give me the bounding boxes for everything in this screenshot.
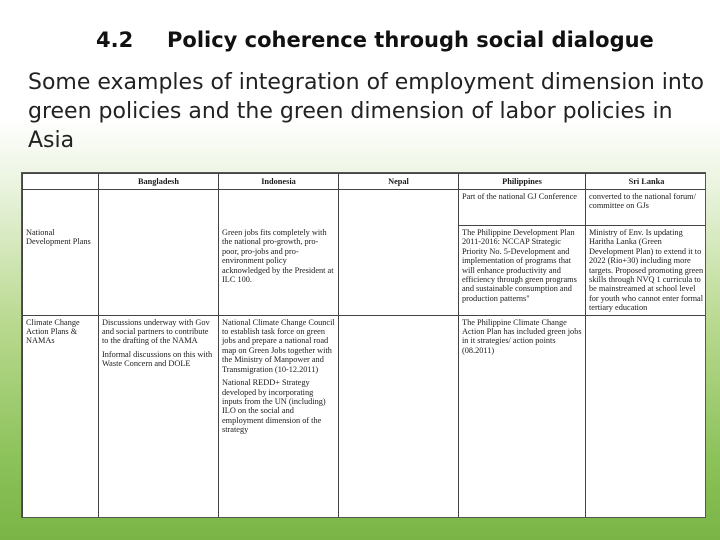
table-row xyxy=(23,190,707,316)
cell-text-top: Part of the national GJ Conference xyxy=(459,190,585,226)
section-title: Policy coherence through social dialogue xyxy=(167,28,654,52)
row-label-text: National Development Plans xyxy=(26,228,91,247)
cell-text: The Philippine Development Plan 2011-2016: NCCAP Strategic Priority No. 5-Development and implementation of programs that will enhance productivity and efficiency through green programs and sustainable consumption and production patterns" xyxy=(462,228,577,303)
cell-philippines: The Philippine Climate Change Action Plan has included green jobs in it strategies/ action points (08.2011) xyxy=(459,315,586,518)
cell-srilanka xyxy=(586,315,707,518)
column-header-srilanka: Sri Lanka xyxy=(586,174,707,190)
row-label-development-plans xyxy=(23,190,99,316)
column-header-indonesia: Indonesia xyxy=(219,174,339,190)
cell-indonesia xyxy=(219,315,339,518)
cell-philippines xyxy=(459,190,586,316)
cell-paragraph: Informal discussions on this with Waste Concern and DOLE xyxy=(102,349,213,369)
cell-nepal xyxy=(339,190,459,316)
policy-table-grid xyxy=(22,173,706,518)
cell-bangladesh xyxy=(99,190,219,316)
policy-table xyxy=(21,172,706,518)
table-header-row xyxy=(23,174,707,190)
cell-paragraph: National REDD+ Strategy developed by incorporating inputs from the UN (including) ILO on the social and employment dimension of the strategy xyxy=(222,378,326,435)
cell-paragraph: National Climate Change Council to establish task force on green jobs and prepare a national road map on Green Jobs together with the Ministry of Manpower and Transmigration (10-12.2011) xyxy=(222,317,335,374)
cell-text: Green jobs fits completely with the national pro-growth, pro-poor, pro-jobs and pro-environment policy acknowledged by the President at ILC 100. xyxy=(222,228,334,285)
section-number: 4.2 xyxy=(96,28,134,52)
table-row xyxy=(23,315,707,518)
column-header-philippines: Philippines xyxy=(459,174,586,190)
cell-indonesia xyxy=(219,190,339,316)
slide-subtitle: Some examples of integration of employment dimension into green policies and the green dimension of labor policies in Asia xyxy=(28,70,704,153)
column-header-blank xyxy=(23,174,99,190)
cell-nepal xyxy=(339,315,459,518)
cell-srilanka xyxy=(586,190,707,316)
row-label-climate-plans: Climate Change Action Plans & NAMAs xyxy=(23,315,99,518)
cell-paragraph: Discussions underway with Gov and social partners to contribute to the drafting of the NAMA xyxy=(102,317,210,346)
cell-text: Ministry of Env. Is updating Haritha Lanka (Green Development Plan) to extend it to 2022 (Rio+30) including more targets. Proposed promoting green skills through NVQ 1 curricula to be mainstreamed at school level for youth who cannot enter formal tertiary education xyxy=(589,228,704,313)
cell-text-top: converted to the national forum/ committee on GJs xyxy=(586,190,706,226)
cell-bangladesh xyxy=(99,315,219,518)
column-header-bangladesh: Bangladesh xyxy=(99,174,219,190)
column-header-nepal: Nepal xyxy=(339,174,459,190)
